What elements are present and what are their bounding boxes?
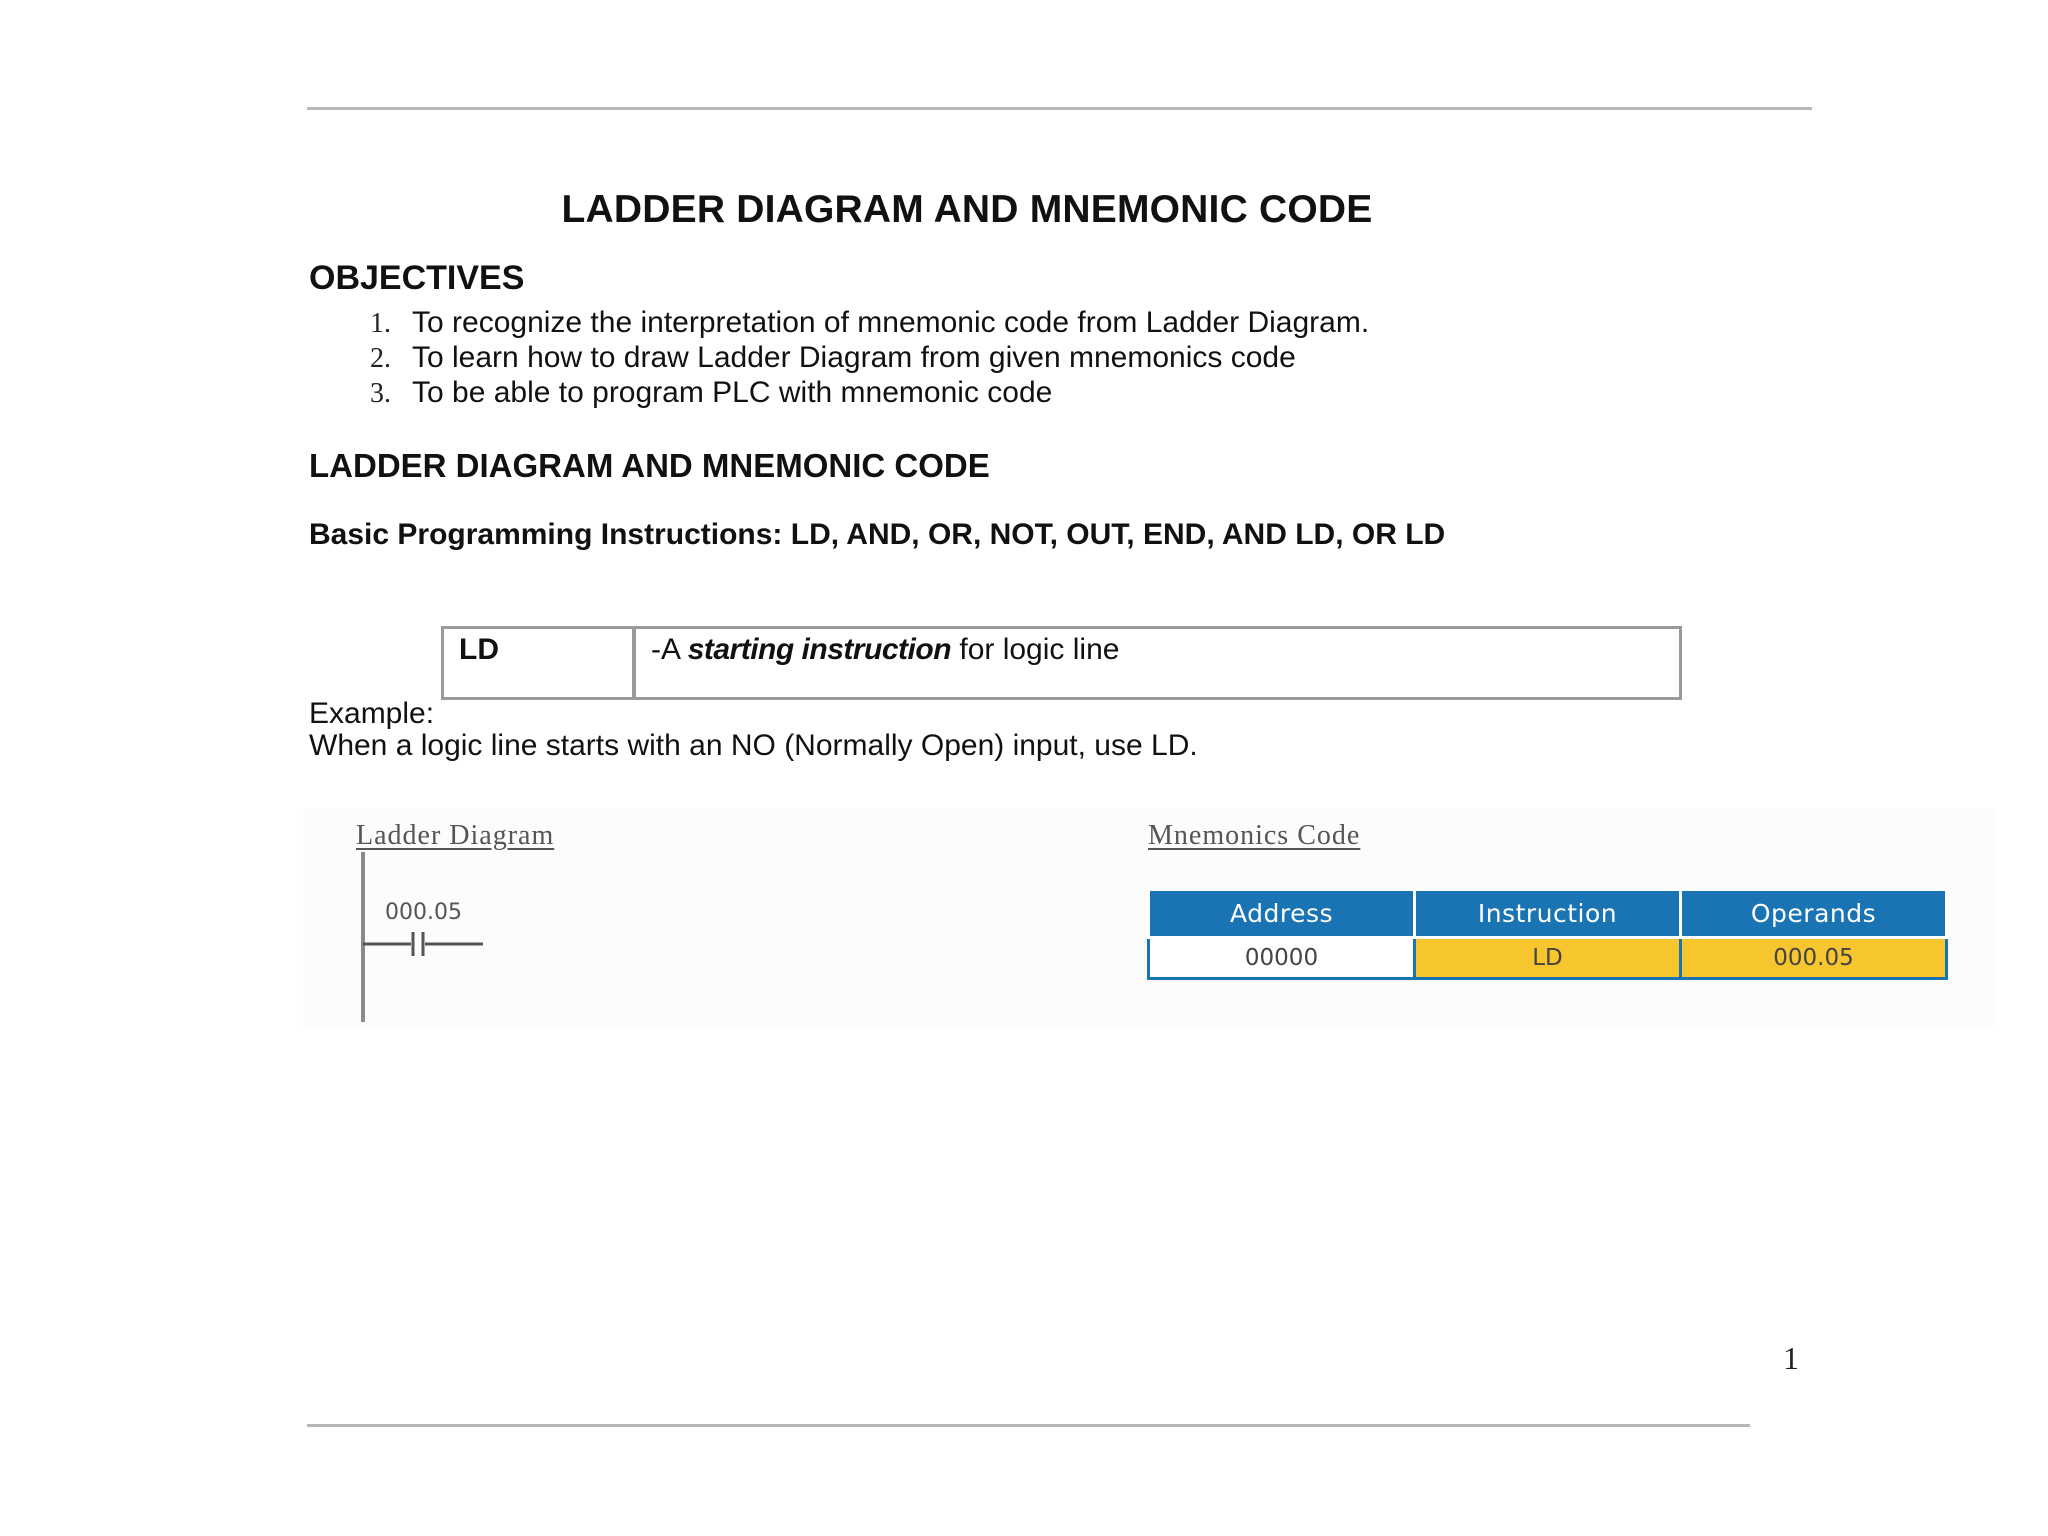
ld-desc-emphasis: starting instruction xyxy=(687,633,952,666)
top-rule xyxy=(307,107,1812,110)
column-header-operands: Operands xyxy=(1681,890,1947,938)
page-title: LADDER DIAGRAM AND MNEMONIC CODE xyxy=(561,188,1373,231)
ladder-diagram xyxy=(343,852,543,1032)
page-number: 1 xyxy=(1783,1340,1799,1376)
ld-instruction-cell: LD xyxy=(444,629,636,697)
column-header-address: Address xyxy=(1149,890,1415,938)
mnemonics-code-caption: Mnemonics Code xyxy=(1148,820,1361,851)
bottom-rule xyxy=(307,1424,1750,1427)
column-header-instruction: Instruction xyxy=(1415,890,1681,938)
mnemonics-table xyxy=(1147,888,1948,980)
list-item-number: 2. xyxy=(370,343,391,374)
instruction-cell: LD xyxy=(1415,938,1681,979)
list-item-text: To be able to program PLC with mnemonic code xyxy=(412,376,1053,409)
objectives-list xyxy=(370,306,1369,411)
table-row xyxy=(1149,938,1947,979)
ld-desc-suffix: for logic line xyxy=(951,633,1120,666)
example-figure xyxy=(303,808,1995,1028)
address-cell: 00000 xyxy=(1149,938,1415,979)
list-item xyxy=(370,341,1369,376)
basic-instructions-heading: Basic Programming Instructions: LD, AND, OR, NOT, OUT, END, AND LD, OR LD xyxy=(309,518,1446,551)
example-text: When a logic line starts with an NO (Normally Open) input, use LD. xyxy=(309,729,1198,762)
list-item xyxy=(370,376,1369,411)
ladder-diagram-caption: Ladder Diagram xyxy=(356,820,555,851)
ld-desc-prefix: -A xyxy=(651,633,688,666)
operands-cell: 000.05 xyxy=(1681,938,1947,979)
example-label: Example: xyxy=(309,697,435,730)
list-item-text: To recognize the interpretation of mnemonic code from Ladder Diagram. xyxy=(412,306,1370,339)
list-item-number: 3. xyxy=(370,378,391,409)
objectives-heading: OBJECTIVES xyxy=(309,259,525,297)
list-item xyxy=(370,306,1369,341)
table-header-row xyxy=(1149,890,1947,938)
contact-address-label: 000.05 xyxy=(385,900,462,925)
list-item-text: To learn how to draw Ladder Diagram from given mnemonics code xyxy=(412,341,1296,374)
ld-description-cell xyxy=(636,629,1119,697)
section-heading: LADDER DIAGRAM AND MNEMONIC CODE xyxy=(309,447,990,484)
list-item-number: 1. xyxy=(370,308,391,339)
ld-definition-table xyxy=(441,626,1682,700)
